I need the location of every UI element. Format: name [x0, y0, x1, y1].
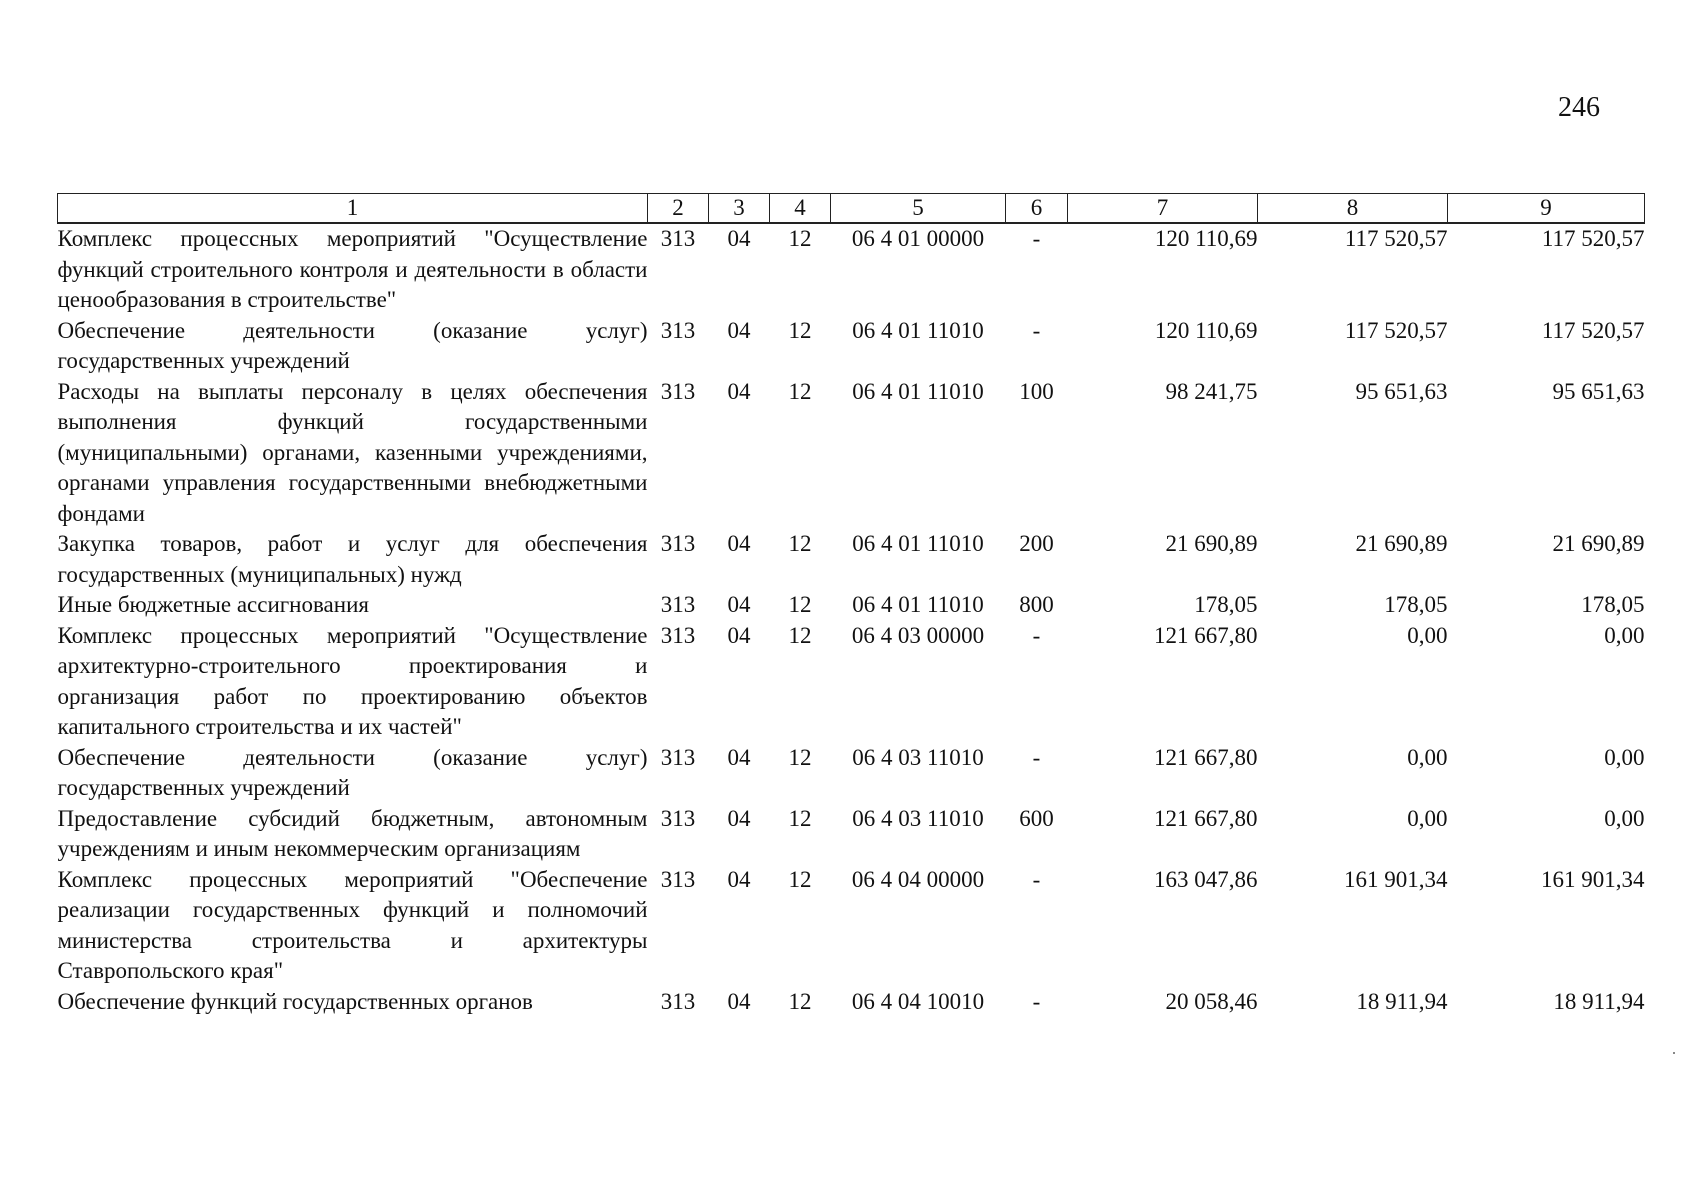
- amount-cell: 0,00: [1604, 805, 1645, 831]
- column-header: 5: [831, 194, 1006, 224]
- gov-code-cell: 313: [660, 531, 696, 556]
- amount-cell: 161 901,34: [1541, 866, 1645, 892]
- gov-code-cell: 313: [660, 988, 696, 1014]
- amount-cell: 121 667,80: [1154, 805, 1258, 831]
- amount-cell: 163 047,86: [1154, 866, 1258, 892]
- row-name-cell: Комплекс процессных мероприятий "Обеспечение реализации государственных функций и полномочий министерства строительства и архитектуры Ставропольского края": [57, 866, 648, 983]
- amount-cell: 21 690,89: [1355, 531, 1448, 556]
- section-cell: 04: [727, 317, 751, 343]
- amount-cell: 121 667,80: [1154, 622, 1258, 648]
- amount-cell: 161 901,34: [1344, 866, 1448, 892]
- target-article-cell: 06 4 03 00000: [851, 622, 985, 648]
- subsection-cell: 12: [788, 622, 812, 648]
- amount-cell: 21 690,89: [1552, 531, 1645, 556]
- section-cell: 04: [727, 988, 751, 1014]
- gov-code-cell: 313: [660, 744, 696, 770]
- expense-type-cell: 600: [1019, 805, 1054, 831]
- table-row: [58, 804, 1645, 865]
- target-article-cell: 06 4 01 11010: [852, 317, 984, 343]
- gov-code-cell: 313: [660, 317, 696, 343]
- target-article-cell: 06 4 01 11010: [852, 531, 984, 556]
- amount-cell: 117 520,57: [1344, 226, 1448, 251]
- expense-type-cell: 200: [1019, 531, 1054, 556]
- expense-type-cell: 100: [1019, 378, 1054, 404]
- amount-cell: 20 058,46: [1165, 988, 1258, 1014]
- amount-cell: 120 110,69: [1154, 317, 1258, 343]
- expense-type-cell: -: [1032, 988, 1041, 1014]
- gov-code-cell: 313: [660, 805, 696, 831]
- scan-speck: [1673, 1052, 1675, 1054]
- row-name-cell: Комплекс процессных мероприятий "Осуществление архитектурно-строительного проектирования и организация работ по проектированию объектов капитального строительства и их частей": [57, 622, 648, 739]
- column-header: 6: [1006, 194, 1068, 224]
- row-name-cell: Предоставление субсидий бюджетным, автономным учреждениям и иным некоммерческим организациям: [57, 805, 648, 861]
- table-row: [58, 529, 1645, 590]
- table-row: [58, 865, 1645, 987]
- target-article-cell: 06 4 03 11010: [852, 744, 984, 770]
- amount-cell: 0,00: [1604, 744, 1645, 770]
- section-cell: 04: [727, 592, 751, 617]
- amount-cell: 0,00: [1604, 622, 1645, 648]
- column-header: 9: [1448, 194, 1645, 224]
- amount-cell: 120 110,69: [1154, 226, 1258, 251]
- row-name-cell: Иные бюджетные ассигнования: [57, 592, 369, 617]
- gov-code-cell: 313: [660, 622, 696, 648]
- row-name-cell: Комплекс процессных мероприятий "Осуществление функций строительного контроля и деятельности в области ценообразования в строительстве": [57, 226, 648, 312]
- amount-cell: 21 690,89: [1165, 531, 1258, 556]
- target-article-cell: 06 4 03 11010: [852, 805, 984, 831]
- row-name-cell: Обеспечение деятельности (оказание услуг) государственных учреждений: [57, 744, 648, 800]
- gov-code-cell: 313: [660, 866, 696, 892]
- table-row: [58, 621, 1645, 743]
- table-header-row: [58, 194, 1645, 224]
- gov-code-cell: 313: [660, 378, 696, 404]
- amount-cell: 0,00: [1407, 622, 1448, 648]
- expense-type-cell: -: [1032, 622, 1041, 648]
- page-number: 246: [1558, 92, 1600, 123]
- amount-cell: 178,05: [1384, 592, 1448, 617]
- budget-table: [57, 193, 1645, 1017]
- table-row: [58, 987, 1645, 1018]
- table-row: [58, 743, 1645, 804]
- expense-type-cell: -: [1032, 317, 1041, 343]
- column-header: 3: [709, 194, 770, 224]
- subsection-cell: 12: [788, 592, 812, 617]
- amount-cell: 98 241,75: [1165, 378, 1258, 404]
- table-body: [58, 223, 1645, 1017]
- table-row: [58, 590, 1645, 621]
- section-cell: 04: [727, 378, 751, 404]
- target-article-cell: 06 4 04 00000: [851, 866, 985, 892]
- row-name-cell: Обеспечение функций государственных органов: [57, 988, 533, 1014]
- subsection-cell: 12: [788, 744, 812, 770]
- expense-type-cell: -: [1032, 866, 1041, 892]
- subsection-cell: 12: [788, 805, 812, 831]
- target-article-cell: 06 4 04 10010: [851, 988, 985, 1014]
- section-cell: 04: [727, 531, 751, 556]
- table-row: [58, 223, 1645, 316]
- subsection-cell: 12: [788, 226, 812, 251]
- subsection-cell: 12: [788, 378, 812, 404]
- section-cell: 04: [727, 866, 751, 892]
- gov-code-cell: 313: [660, 592, 696, 617]
- amount-cell: 0,00: [1407, 744, 1448, 770]
- column-header: 1: [58, 194, 648, 224]
- row-name-cell: Обеспечение деятельности (оказание услуг) государственных учреждений: [57, 317, 648, 373]
- expense-type-cell: -: [1032, 226, 1041, 251]
- expense-type-cell: 800: [1019, 592, 1054, 617]
- gov-code-cell: 313: [660, 226, 696, 251]
- target-article-cell: 06 4 01 00000: [851, 226, 985, 251]
- expense-type-cell: -: [1032, 744, 1041, 770]
- subsection-cell: 12: [788, 531, 812, 556]
- amount-cell: 18 911,94: [1356, 988, 1448, 1014]
- amount-cell: 0,00: [1407, 805, 1448, 831]
- subsection-cell: 12: [788, 317, 812, 343]
- amount-cell: 117 520,57: [1344, 317, 1448, 343]
- section-cell: 04: [727, 744, 751, 770]
- column-header: 2: [648, 194, 709, 224]
- amount-cell: 117 520,57: [1541, 226, 1645, 251]
- subsection-cell: 12: [788, 988, 812, 1014]
- amount-cell: 121 667,80: [1154, 744, 1258, 770]
- row-name-cell: Расходы на выплаты персоналу в целях обеспечения выполнения функций государственными (муниципальными) органами, казенными учреждениями, органами управления государственными внебюджетными фондами: [57, 378, 648, 526]
- target-article-cell: 06 4 01 11010: [852, 592, 984, 617]
- row-name-cell: Закупка товаров, работ и услуг для обеспечения государственных (муниципальных) нужд: [57, 531, 648, 587]
- table-row: [58, 377, 1645, 530]
- amount-cell: 178,05: [1194, 592, 1258, 617]
- amount-cell: 18 911,94: [1553, 988, 1645, 1014]
- amount-cell: 178,05: [1581, 592, 1645, 617]
- amount-cell: 95 651,63: [1552, 378, 1645, 404]
- column-header: 7: [1068, 194, 1258, 224]
- column-header: 8: [1258, 194, 1448, 224]
- table-row: [58, 316, 1645, 377]
- amount-cell: 117 520,57: [1541, 317, 1645, 343]
- section-cell: 04: [727, 226, 751, 251]
- target-article-cell: 06 4 01 11010: [852, 378, 984, 404]
- column-header: 4: [770, 194, 831, 224]
- amount-cell: 95 651,63: [1355, 378, 1448, 404]
- subsection-cell: 12: [788, 866, 812, 892]
- section-cell: 04: [727, 805, 751, 831]
- section-cell: 04: [727, 622, 751, 648]
